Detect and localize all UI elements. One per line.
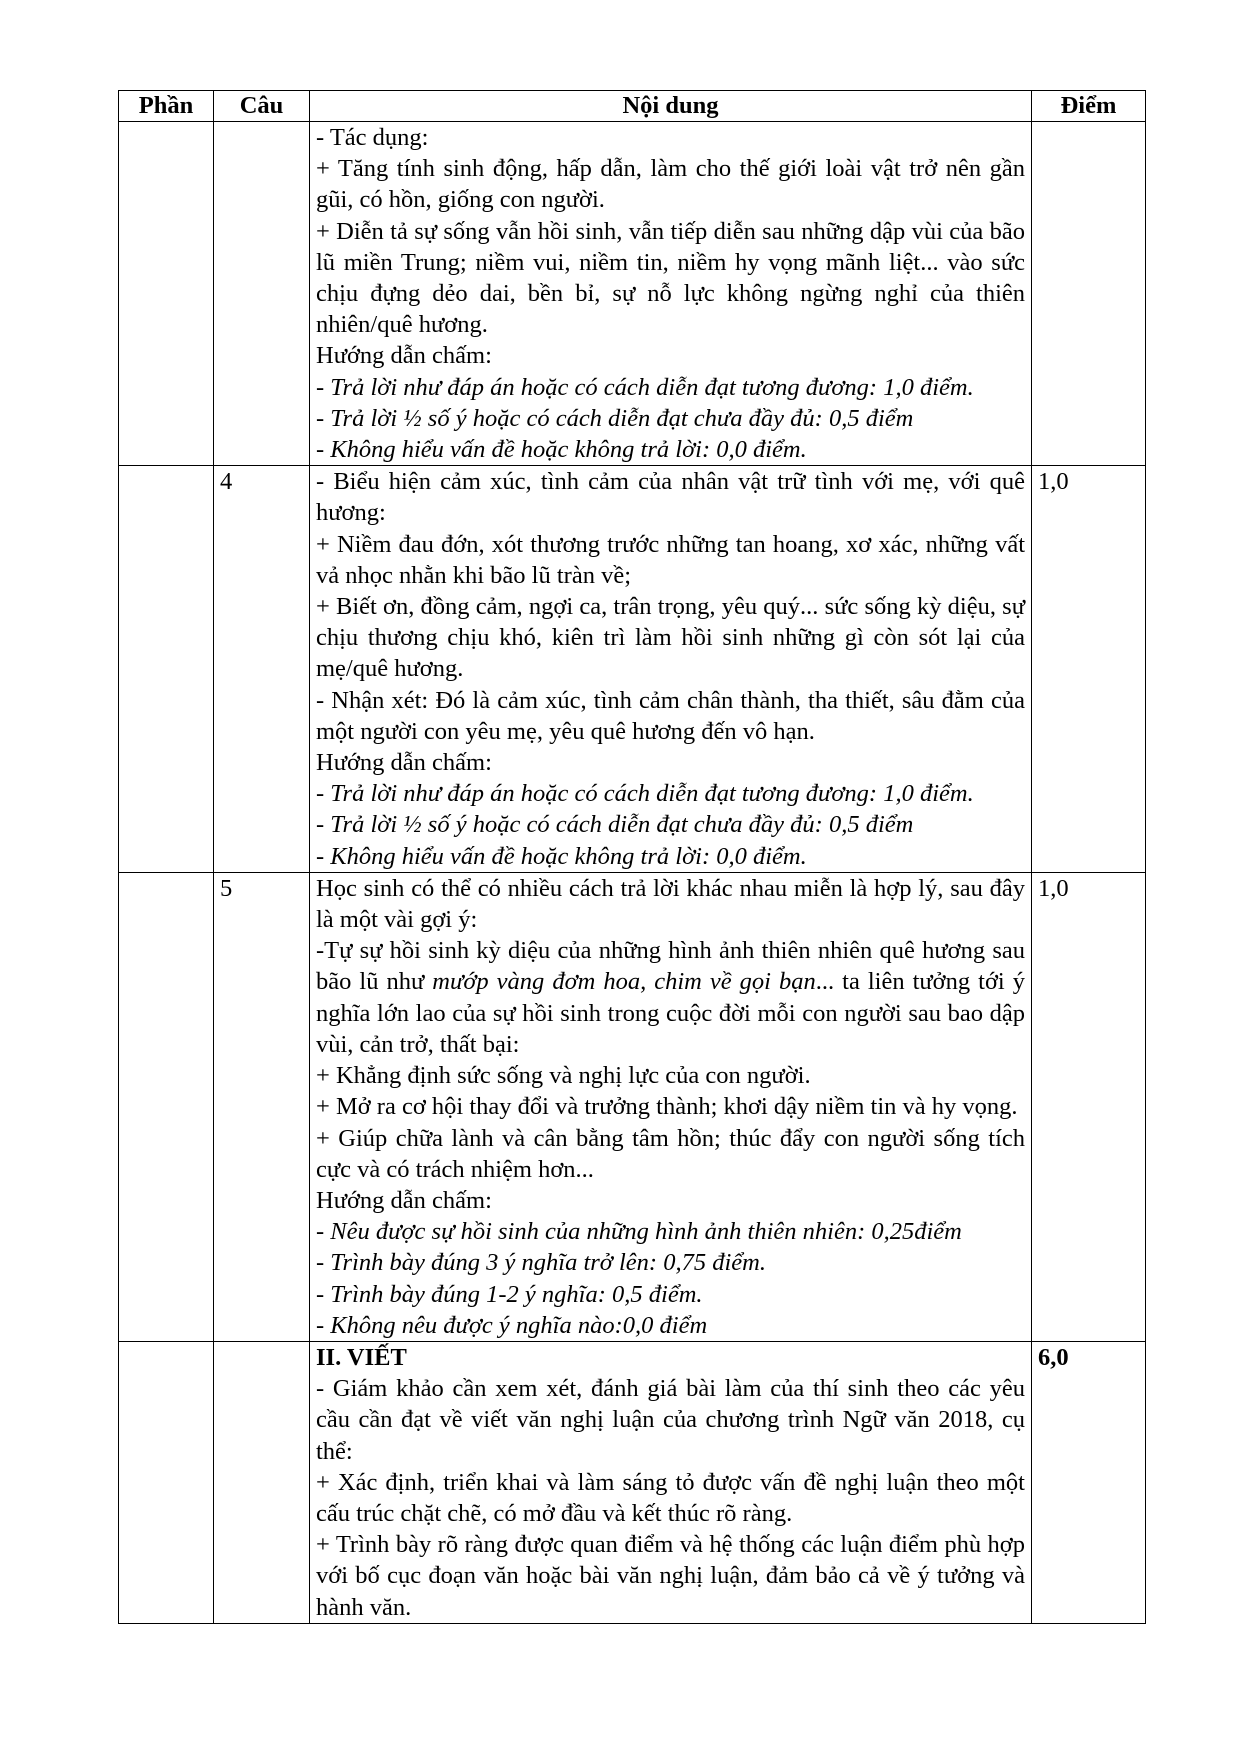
content-text: + Trình bày rõ ràng được quan điểm và hệ thống các luận điểm phù hợp với bố cục đoạn văn hoặc bài văn nghị luận, đảm bảo cả về ý tưởng và hành văn. <box>316 1531 1025 1621</box>
grading-criterion <box>316 1279 1025 1310</box>
content-line <box>316 340 1025 371</box>
content-text: - Nêu được sự hồi sinh của những hình ảnh thiên nhiên: 0,25điểm <box>316 1218 962 1246</box>
content-line <box>316 1123 1025 1185</box>
content-text: Hướng dẫn chấm: <box>316 749 492 777</box>
grading-criterion <box>316 434 1025 465</box>
content-line <box>316 591 1025 685</box>
part-cell <box>119 466 214 873</box>
content-text: - Tác dụng: <box>316 124 429 151</box>
part-cell <box>119 872 214 1341</box>
content-line <box>316 153 1025 215</box>
content-line <box>316 1467 1025 1529</box>
grading-criterion <box>316 1216 1025 1247</box>
content-cell <box>310 1341 1032 1623</box>
grading-criterion <box>316 778 1025 809</box>
content-line <box>316 466 1025 528</box>
content-line <box>316 1529 1025 1623</box>
content-text: + Diễn tả sự sống vẫn hồi sinh, vẫn tiếp diễn sau những dập vùi của bão lũ miền Trung; niềm vui, niềm tin, niềm hy vọng mãnh liệt... vào sức chịu đựng dẻo dai, bền bỉ, sự nỗ lực không ngừng nghỉ của thiên nhiên/quê hương. <box>316 217 1025 339</box>
grading-criterion <box>316 809 1025 840</box>
content-cell <box>310 872 1032 1341</box>
content-line <box>316 1185 1025 1216</box>
grading-table <box>118 90 1146 1624</box>
grading-criterion <box>316 1310 1025 1341</box>
content-text: - Biểu hiện cảm xúc, tình cảm của nhân vật trữ tình với mẹ, với quê hương: <box>316 468 1025 527</box>
header-content: Nội dung <box>310 91 1032 122</box>
content-line <box>316 1342 1025 1373</box>
content-cell <box>310 466 1032 873</box>
content-line <box>316 122 1025 153</box>
content-text: + Khẳng định sức sống và nghị lực của con người. <box>316 1062 811 1090</box>
question-cell <box>214 1341 310 1623</box>
content-cell <box>310 122 1032 466</box>
content-text: + Niềm đau đớn, xót thương trước những tan hoang, xơ xác, những vất vả nhọc nhằn khi bão lũ tràn về; <box>316 530 1025 589</box>
content-line <box>316 1091 1025 1122</box>
content-text: - Trả lời như đáp án hoặc có cách diễn đạt tương đương: 1,0 điểm. <box>316 373 974 401</box>
content-text: + Tăng tính sinh động, hấp dẫn, làm cho thế giới loài vật trở nên gần gũi, có hồn, giống con người. <box>316 155 1025 214</box>
table-row <box>119 1341 1146 1623</box>
score-cell: 6,0 <box>1032 1341 1146 1623</box>
grading-criterion <box>316 403 1025 434</box>
score-cell: 1,0 <box>1032 872 1146 1341</box>
content-text: Học sinh có thể có nhiều cách trả lời khác nhau miễn là hợp lý, sau đây là một vài gợi ý: <box>316 874 1025 934</box>
content-line <box>316 747 1025 778</box>
part-cell <box>119 1341 214 1623</box>
content-text: + Giúp chữa lành và cân bằng tâm hồn; thúc đẩy con người sống tích cực và có trách nhiệm hơn... <box>316 1124 1025 1183</box>
content-line <box>316 685 1025 747</box>
question-cell <box>214 122 310 466</box>
part-cell <box>119 122 214 466</box>
question-cell: 4 <box>214 466 310 873</box>
grading-criterion <box>316 1247 1025 1278</box>
content-text: - Không hiểu vấn đề hoặc không trả lời: 0,0 điểm. <box>316 436 807 464</box>
content-text: - Trả lời ½ số ý hoặc có cách diễn đạt chưa đầy đủ: 0,5 điểm <box>316 404 914 432</box>
content-text: - Không nêu được ý nghĩa nào:0,0 điểm <box>316 1311 708 1339</box>
header-score: Điểm <box>1032 91 1146 122</box>
content-text: Hướng dẫn chấm: <box>316 342 492 370</box>
quoted-imagery: mướp vàng đơm hoa, chim về gọi bạn <box>432 968 816 996</box>
content-text: ... ta liên tưởng tới ý nghĩa lớn lao của sự hồi sinh trong cuộc đời mỗi con người sau bao dập vùi, cản trở, thất bại: <box>316 968 1025 1058</box>
content-line <box>316 935 1025 1060</box>
question-cell: 5 <box>214 872 310 1341</box>
grading-criterion <box>316 841 1025 872</box>
score-cell: 1,0 <box>1032 466 1146 873</box>
table-body <box>119 122 1146 1624</box>
content-text: - Trả lời ½ số ý hoặc có cách diễn đạt chưa đầy đủ: 0,5 điểm <box>316 811 914 839</box>
content-line <box>316 1373 1025 1467</box>
content-text: - Trình bày đúng 1-2 ý nghĩa: 0,5 điểm. <box>316 1280 703 1308</box>
content-text: + Xác định, triển khai và làm sáng tỏ được vấn đề nghị luận theo một cấu trúc chặt chẽ, có mở đầu và kết thúc rõ ràng. <box>316 1468 1025 1527</box>
content-line <box>316 873 1025 935</box>
content-text: + Biết ơn, đồng cảm, ngợi ca, trân trọng, yêu quý... sức sống kỳ diệu, sự chịu thương chịu khó, kiên trì làm hồi sinh những gì còn sót lại của mẹ/quê hương. <box>316 593 1025 683</box>
header-question: Câu <box>214 91 310 122</box>
content-line <box>316 216 1025 341</box>
table-row <box>119 872 1146 1341</box>
content-text: - Giám khảo cần xem xét, đánh giá bài làm của thí sinh theo các yêu cầu cần đạt về viết văn nghị luận của chương trình Ngữ văn 2018, cụ thể: <box>316 1375 1025 1465</box>
score-cell <box>1032 122 1146 466</box>
content-text: - Trình bày đúng 3 ý nghĩa trở lên: 0,75 điểm. <box>316 1249 766 1277</box>
content-text: -Tự sự hồi sinh kỳ diệu của những hình ảnh thiên nhiên quê hương sau bão lũ như <box>316 937 1025 996</box>
content-line <box>316 529 1025 591</box>
header-part: Phần <box>119 91 214 122</box>
content-text: - Nhận xét: Đó là cảm xúc, tình cảm chân thành, tha thiết, sâu đằm của một người con yêu mẹ, yêu quê hương đến vô hạn. <box>316 686 1025 745</box>
content-text: II. VIẾT <box>316 1343 407 1371</box>
grading-criterion <box>316 372 1025 403</box>
table-row <box>119 466 1146 873</box>
table-row <box>119 122 1146 466</box>
content-text: - Không hiểu vấn đề hoặc không trả lời: 0,0 điểm. <box>316 842 807 870</box>
content-text: Hướng dẫn chấm: <box>316 1186 492 1214</box>
header-row <box>119 91 1146 122</box>
content-line <box>316 1060 1025 1091</box>
content-text: + Mở ra cơ hội thay đổi và trưởng thành; khơi dậy niềm tin và hy vọng. <box>316 1093 1018 1121</box>
content-text: - Trả lời như đáp án hoặc có cách diễn đạt tương đương: 1,0 điểm. <box>316 780 974 808</box>
